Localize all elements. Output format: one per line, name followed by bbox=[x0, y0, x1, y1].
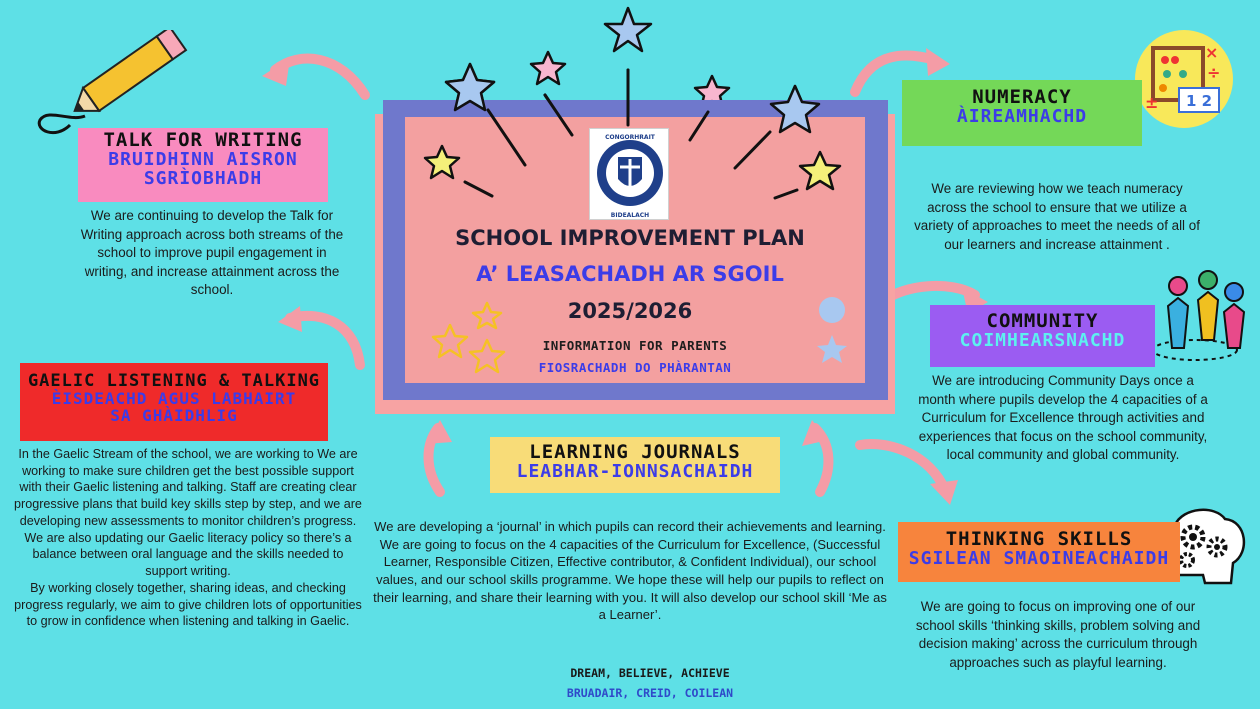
gaelic-title-en: GAELIC LISTENING & TALKING bbox=[27, 371, 321, 391]
abacus-icon bbox=[1135, 30, 1233, 128]
community-title-en: COMMUNITY bbox=[986, 310, 1099, 332]
gaelic-body: In the Gaelic Stream of the school, we are working to We are working to make sure children get the best possible support with their Gaelic listening and talking. Staff are creating clear progressive plans that build key skills step by step, and we are developing new assessments to monitor children’s progress. We are also updating our Gaelic literacy policy so there’s a balance between oral language and the skills needed to support writing. By working closely together, sharing ideas, and checking progress regularly, we aim to give children lots of opportunities to grow in confidence when listening and talking in Gaelic. bbox=[14, 447, 362, 629]
community-icon bbox=[1150, 268, 1250, 368]
talk-for-writing-title bbox=[78, 131, 328, 189]
thinking-skills-title bbox=[898, 530, 1180, 569]
crest-icon bbox=[590, 129, 670, 221]
svg-text:±: ± bbox=[1145, 93, 1159, 112]
numeracy-body: We are reviewing how we teach numeracy across the school to ensure that we utilize a variety of approaches to meet the needs of all of our learners and increase attainment . bbox=[914, 181, 1200, 252]
learning-journals-title-gd: LEABHAR-IONNSACHAIDH bbox=[516, 460, 754, 482]
community-title bbox=[930, 312, 1155, 351]
school-year: 2025/2026 bbox=[567, 299, 693, 323]
school-motto: DREAM, BELIEVE, ACHIEVE bbox=[570, 666, 730, 680]
school-motto-gaelic: BRUADAIR, CREID, COILEAN bbox=[566, 686, 734, 700]
page-title-gaelic: A’ LEASACHADH AR SGOIL bbox=[476, 262, 784, 286]
info-for-parents: INFORMATION FOR PARENTS bbox=[542, 338, 728, 353]
talk-for-writing-title-en: TALK FOR WRITING bbox=[103, 129, 303, 151]
numeracy-title-en: NUMERACY bbox=[972, 86, 1072, 108]
page-title: SCHOOL IMPROVEMENT PLAN bbox=[455, 226, 805, 250]
crest-text-bottom: BIDEALACH bbox=[610, 212, 650, 219]
school-crest bbox=[589, 128, 669, 220]
crest-text-top: CONGORHRAIT bbox=[605, 134, 655, 141]
numeracy-icon bbox=[1135, 30, 1233, 128]
talk-for-writing-title-gd: BRUIDHINN AISRON SGRÌOBHADH bbox=[108, 148, 298, 189]
talk-for-writing-body: We are continuing to develop the Talk for Writing approach across both streams of the school to improve pupil engagement in writing, and increase attainment across the school. bbox=[80, 208, 344, 297]
thinking-skills-title-gd: SGILEAN SMAOINEACHAIDH bbox=[908, 547, 1170, 569]
learning-journals-body: We are developing a ‘journal’ in which pupils can record their achievements and learning. We are going to focus on the 4 capacities of the Curriculum for Excellence, (Successful Learner, Responsible Citizen, Effective contributor, & Confident Individual), our school values, and our school skills programme. We hope these will help our pupils to reflect on their learning, and share their learning with you. It will also develop our school skill ‘Me as a Learner’. bbox=[373, 519, 887, 623]
community-title-gd: COIMHEARSNACHD bbox=[959, 329, 1126, 351]
numeracy-icon-text: 1 2 bbox=[1185, 92, 1213, 110]
thinking-skills-title-en: THINKING SKILLS bbox=[945, 528, 1133, 550]
svg-text:×: × bbox=[1205, 43, 1219, 62]
gaelic-title-gd: ÈISDEACHD AGUS LABHAIRT SA GHÀIDHLIG bbox=[51, 388, 297, 425]
numeracy-title-gd: ÀIREAMHACHD bbox=[956, 105, 1088, 127]
community-body: We are introducing Community Days once a month where pupils develop the 4 capacities of a Curriculum for Excellence through activities and experiences that focus on the school community, local community and global community. bbox=[918, 373, 1208, 462]
thinking-skills-body: We are going to focus on improving one of our school skills ‘thinking skills, problem solving and decision making’ across the curriculum through approaches such as playful learning. bbox=[915, 599, 1201, 670]
numeracy-title bbox=[902, 88, 1142, 127]
info-for-parents-gaelic: FIOSRACHADH DO PHÀRANTAN bbox=[538, 360, 732, 375]
learning-journals-title bbox=[490, 443, 780, 482]
gaelic-title bbox=[20, 373, 328, 424]
svg-text:÷: ÷ bbox=[1207, 63, 1221, 82]
learning-journals-title-en: LEARNING JOURNALS bbox=[529, 441, 741, 463]
